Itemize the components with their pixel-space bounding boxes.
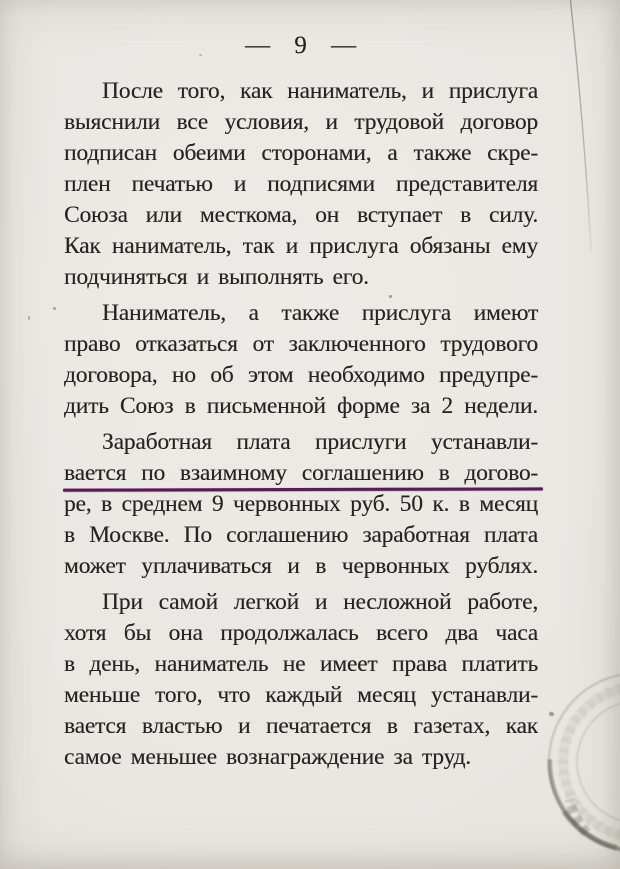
paragraph: [64, 427, 538, 582]
page-number: — 9 —: [245, 32, 357, 59]
text-line: Заработная плата прислуги устанавли-: [102, 429, 538, 455]
paragraph: [64, 587, 538, 773]
text-line: При самой легкой и несложной работе,: [102, 589, 538, 615]
text-line: плен печатью и подписями представителя: [64, 171, 538, 197]
paragraph: [64, 76, 538, 293]
paragraph: [64, 298, 538, 422]
text-line: ре, в среднем 9 червонных руб. 50 к. в месяц: [64, 491, 538, 517]
text-line: договора, но об этом необходимо предупре-: [64, 362, 538, 388]
paper-crease: [548, 0, 618, 290]
text-line: в день, наниматель не имеет права платить: [64, 651, 538, 677]
text-line: меньше того, что каждый месяц устанавли-: [64, 682, 538, 708]
text-line: в Москве. По соглашению заработная плата: [64, 522, 538, 548]
text-line: право отказаться от заключенного трудового: [64, 331, 538, 357]
text-line: хотя бы она продолжалась всего два часа: [64, 620, 538, 646]
text-line: подписан обеими сторонами, а также скре-: [64, 140, 538, 166]
text-line: дить Союз в письменной форме за 2 недели.: [64, 393, 538, 419]
text-line: может уплачиваться и в червонных рублях.: [64, 553, 538, 579]
paper-speck: [548, 711, 554, 717]
ink-stamp-icon: [530, 655, 620, 869]
body-text: [64, 76, 538, 773]
paper-speck: [28, 316, 30, 320]
text-line: подчиняться и выполнять его.: [64, 264, 369, 290]
paper-speck: [53, 307, 56, 310]
text-line: Союза или месткома, он вступает в силу.: [64, 202, 538, 228]
text-line: выяснили все условия, и трудовой договор: [64, 109, 538, 135]
text-line: Наниматель, а также прислуга имеют: [102, 300, 538, 326]
text-line: самое меньшее вознаграждение за труд.: [64, 744, 471, 770]
text-line: вается по взаимному соглашению в догово-: [64, 458, 538, 489]
text-line: После того, как наниматель, и прислуга: [102, 78, 538, 104]
text-line: вается властью и печатается в газетах, как: [64, 713, 538, 739]
text-line: Как наниматель, так и прислуга обязаны ему: [64, 233, 538, 259]
